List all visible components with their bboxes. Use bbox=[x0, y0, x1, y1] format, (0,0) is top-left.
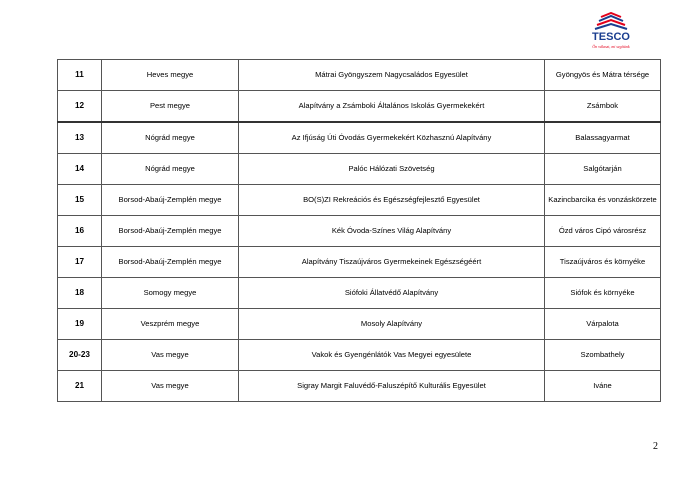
table-row bbox=[58, 60, 661, 91]
organization-cell: Alapítvány Tiszaújváros Gyermekeinek Egészségéért bbox=[239, 247, 545, 278]
region-cell: Ózd város Cipó városrész bbox=[545, 216, 661, 247]
table-row bbox=[58, 309, 661, 340]
region-cell: Zsámbok bbox=[545, 91, 661, 123]
organization-cell: Vakok és Gyengénlátók Vas Megyei egyesülete bbox=[239, 340, 545, 371]
region-cell: Iváne bbox=[545, 371, 661, 402]
table-row bbox=[58, 185, 661, 216]
table-row bbox=[58, 154, 661, 185]
row-number-cell: 14 bbox=[58, 154, 102, 185]
tesco-logo bbox=[583, 12, 639, 52]
county-cell: Borsod-Abaúj-Zemplén megye bbox=[102, 185, 239, 216]
row-number-cell: 16 bbox=[58, 216, 102, 247]
table-row bbox=[58, 91, 661, 123]
table-row bbox=[58, 340, 661, 371]
region-cell: Várpalota bbox=[545, 309, 661, 340]
organization-cell: Siófoki Állatvédő Alapítvány bbox=[239, 278, 545, 309]
region-cell: Balassagyarmat bbox=[545, 122, 661, 154]
county-cell: Borsod-Abaúj-Zemplén megye bbox=[102, 247, 239, 278]
row-number-cell: 11 bbox=[58, 60, 102, 91]
organization-cell: Alapítvány a Zsámboki Általános Iskolás Gyermekekért bbox=[239, 91, 545, 123]
table-row bbox=[58, 122, 661, 154]
organization-cell: Palóc Hálózati Szövetség bbox=[239, 154, 545, 185]
county-cell: Nógrád megye bbox=[102, 154, 239, 185]
county-cell: Vas megye bbox=[102, 340, 239, 371]
organization-cell: Sigray Margit Faluvédő-Faluszépítő Kulturális Egyesület bbox=[239, 371, 545, 402]
organization-cell: Mosoly Alapítvány bbox=[239, 309, 545, 340]
table-row bbox=[58, 216, 661, 247]
svg-text:TESCO: TESCO bbox=[592, 31, 630, 43]
table-row bbox=[58, 371, 661, 402]
organization-cell: Mátrai Gyöngyszem Nagycsaládos Egyesület bbox=[239, 60, 545, 91]
row-number-cell: 21 bbox=[58, 371, 102, 402]
row-number-cell: 18 bbox=[58, 278, 102, 309]
region-cell: Salgótarján bbox=[545, 154, 661, 185]
row-number-cell: 12 bbox=[58, 91, 102, 123]
row-number-cell: 17 bbox=[58, 247, 102, 278]
row-number-cell: 19 bbox=[58, 309, 102, 340]
organization-cell: Kék Óvoda-Színes Világ Alapítvány bbox=[239, 216, 545, 247]
table-row bbox=[58, 247, 661, 278]
region-cell: Gyöngyös és Mátra térsége bbox=[545, 60, 661, 91]
region-cell: Szombathely bbox=[545, 340, 661, 371]
county-cell: Veszprém megye bbox=[102, 309, 239, 340]
svg-text:Ön választ, mi segítünk: Ön választ, mi segítünk bbox=[592, 44, 630, 49]
county-cell: Somogy megye bbox=[102, 278, 239, 309]
table-row bbox=[58, 278, 661, 309]
row-number-cell: 20-23 bbox=[58, 340, 102, 371]
row-number-cell: 15 bbox=[58, 185, 102, 216]
region-cell: Siófok és környéke bbox=[545, 278, 661, 309]
foundations-table bbox=[57, 59, 661, 402]
row-number-cell: 13 bbox=[58, 122, 102, 154]
page-number: 2 bbox=[653, 441, 658, 452]
region-cell: Kazincbarcika és vonzáskörzete bbox=[545, 185, 661, 216]
county-cell: Pest megye bbox=[102, 91, 239, 123]
county-cell: Nógrád megye bbox=[102, 122, 239, 154]
organization-cell: Az Ifjúság Úti Óvodás Gyermekekért Közhasznú Alapítvány bbox=[239, 122, 545, 154]
county-cell: Heves megye bbox=[102, 60, 239, 91]
region-cell: Tiszaújváros és környéke bbox=[545, 247, 661, 278]
county-cell: Vas megye bbox=[102, 371, 239, 402]
county-cell: Borsod-Abaúj-Zemplén megye bbox=[102, 216, 239, 247]
organization-cell: BO(S)ZI Rekreációs és Egészségfejlesztő Egyesület bbox=[239, 185, 545, 216]
